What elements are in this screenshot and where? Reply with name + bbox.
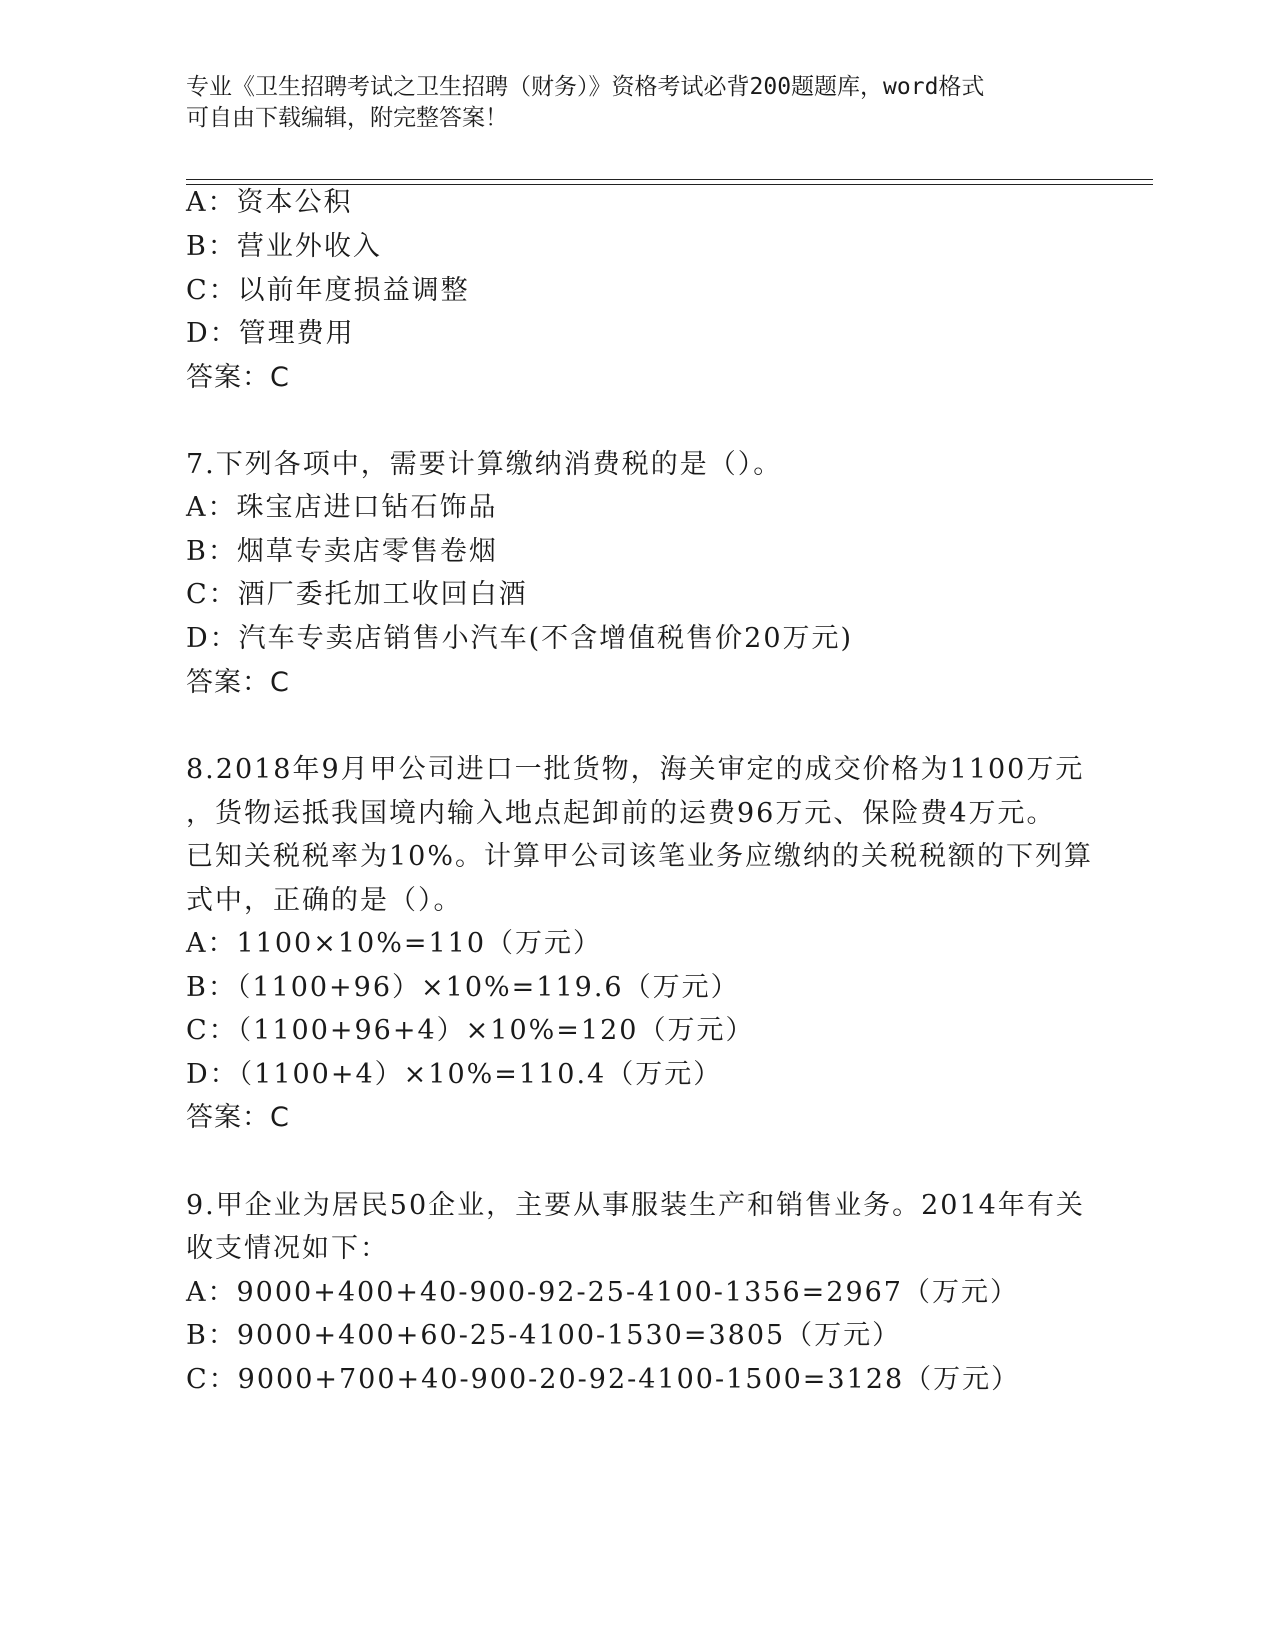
q7-option-a: A：珠宝店进口钻石饰品 (186, 492, 498, 523)
prev-option-a: A：资本公积 (186, 187, 353, 218)
q8-stem-line-2: ，货物运抵我国境内输入地点起卸前的运费96万元、保险费4万元。 (186, 798, 1056, 829)
header-divider-bottom (186, 184, 1153, 185)
prev-answer: 答案：C (186, 362, 290, 393)
q7-stem: 7.下列各项中，需要计算缴纳消费税的是（）。 (186, 449, 783, 480)
header-divider-top (186, 179, 1153, 180)
q7-option-c: C：酒厂委托加工收回白酒 (186, 579, 528, 610)
document-header (186, 72, 1086, 134)
q9-stem-line-2: 收支情况如下： (186, 1233, 389, 1264)
q8-stem-line-1: 8.2018年9月甲公司进口一批货物，海关审定的成交价格为1100万元 (186, 754, 1085, 785)
q7-option-b: B：烟草专卖店零售卷烟 (186, 536, 498, 567)
q9-option-a: A：9000+400+40-900-92-25-4100-1356=2967（万元） (186, 1277, 1019, 1308)
q8-option-c: C：（1100+96+4）×10%=120（万元） (186, 1015, 755, 1046)
header-line-2: 可自由下载编辑，附完整答案！ (186, 105, 508, 131)
prev-option-c: C：以前年度损益调整 (186, 275, 470, 306)
q9-stem-line-1: 9.甲企业为居民50企业，主要从事服装生产和销售业务。2014年有关 (186, 1190, 1085, 1221)
q9-option-b: B：9000+400+60-25-4100-1530=3805（万元） (186, 1320, 902, 1351)
q8-answer: 答案：C (186, 1102, 290, 1133)
q7-option-d: D：汽车专卖店销售小汽车(不含增值税售价20万元) (186, 623, 854, 654)
q8-stem-line-4: 式中，正确的是（）。 (186, 885, 463, 916)
q8-stem-line-3: 已知关税税率为10%。计算甲公司该笔业务应缴纳的关税税额的下列算 (186, 841, 1094, 872)
prev-option-d: D：管理费用 (186, 318, 355, 349)
q8-option-d: D：（1100+4）×10%=110.4（万元） (186, 1059, 723, 1090)
q9-option-c: C：9000+700+40-900-20-92-4100-1500=3128（万元） (186, 1364, 1021, 1395)
header-line-1: 专业《卫生招聘考试之卫生招聘（财务）》资格考试必背200题题库，word格式 (186, 74, 985, 100)
q8-option-a: A：1100×10%=110（万元） (186, 928, 603, 959)
q7-answer: 答案：C (186, 667, 290, 698)
q8-option-b: B：（1100+96）×10%=119.6（万元） (186, 972, 740, 1003)
prev-option-b: B：营业外收入 (186, 231, 382, 262)
